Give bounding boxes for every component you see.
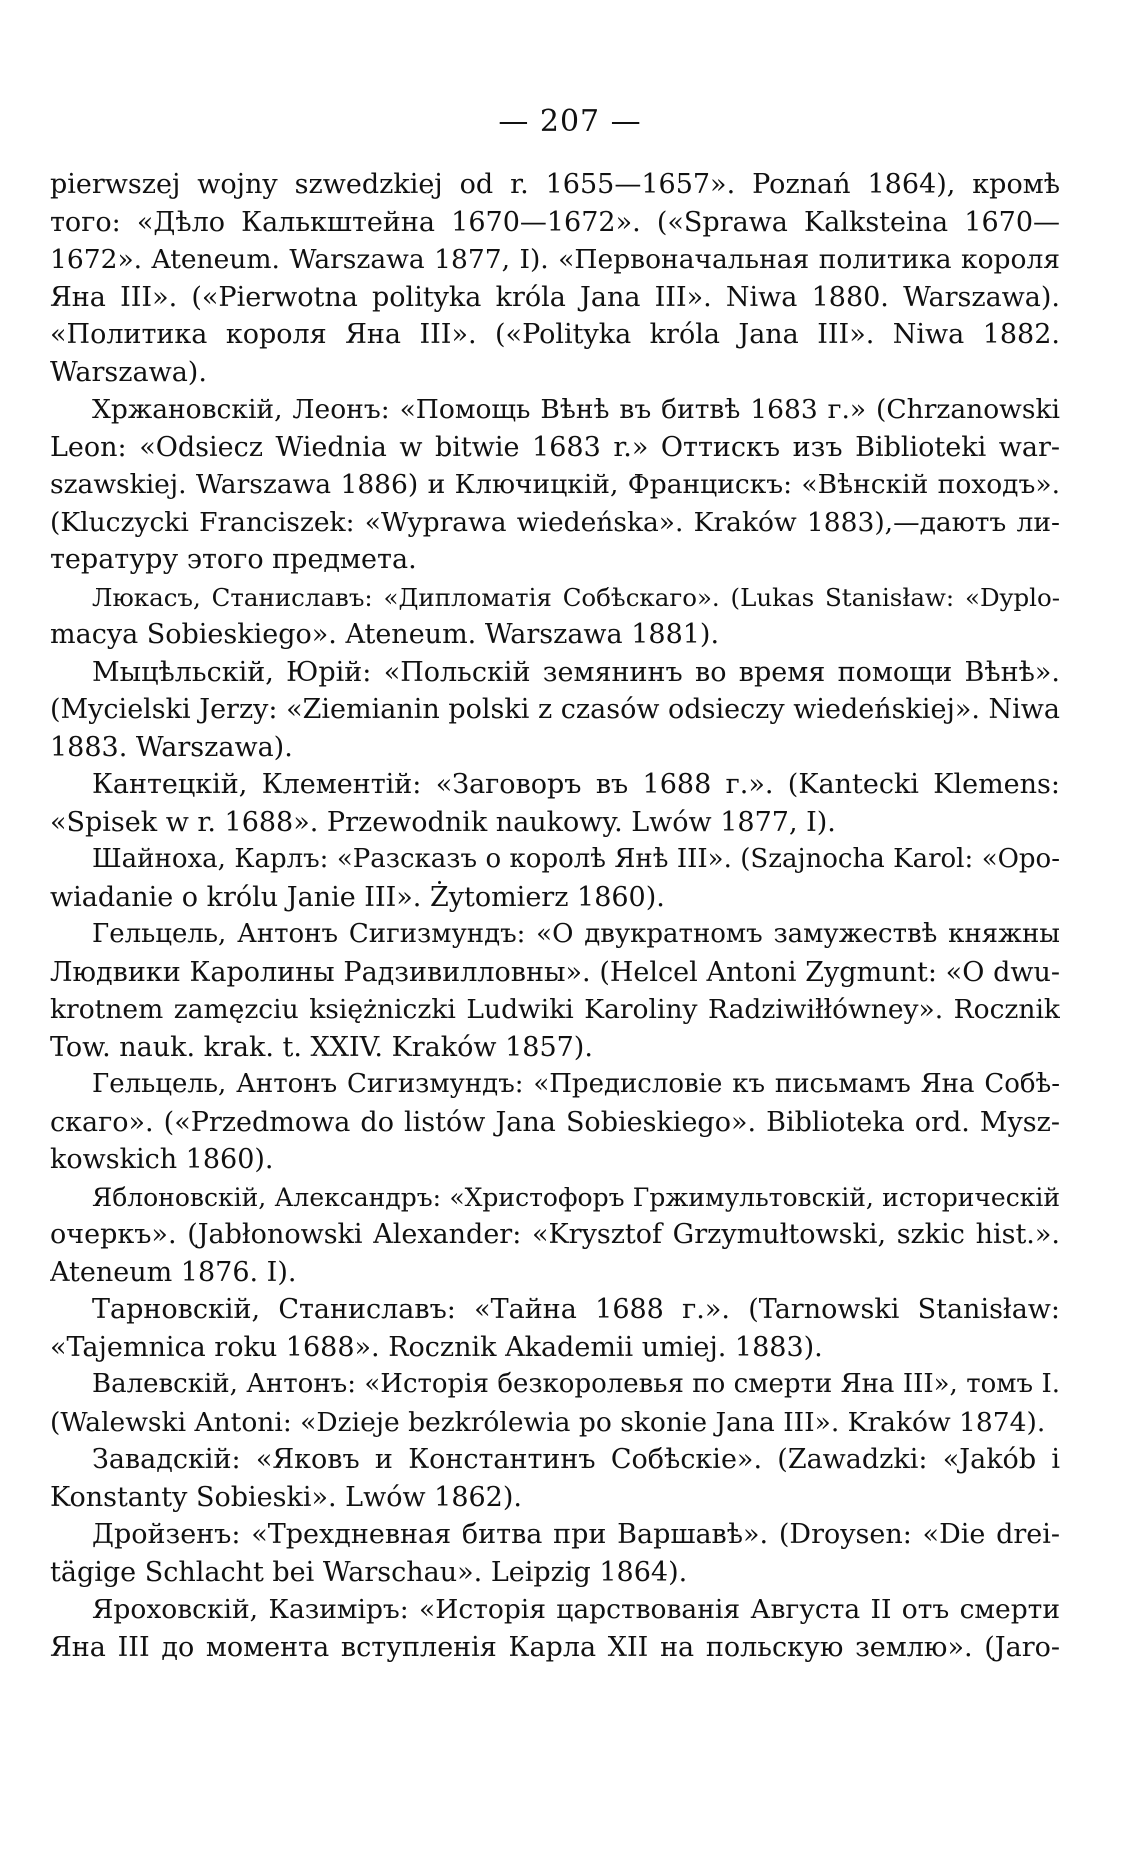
text-line: Шайноха, Карлъ: «Разсказъ о королѣ Янѣ III». (Szajnocha Karol: «Opo- xyxy=(92,844,1060,874)
text-line: wiadanie o królu Janie III». Żytomierz 1860). xyxy=(50,881,665,913)
text-line: pierwszej wojny szwedzkiej od r. 1655—1657». Poznań 1864), кромѣ xyxy=(50,169,1060,200)
text-line: «Tajemnica roku 1688». Rocznik Akademii umiej. 1883). xyxy=(50,1331,823,1363)
bibliography-text xyxy=(50,166,1060,1666)
text-line: Konstanty Sobieski». Lwów 1862). xyxy=(50,1481,522,1513)
text-line: Валевскій, Антонъ: «Исторія безкоролевья по смерти Яна III», томъ I. xyxy=(92,1369,1060,1399)
text-line: krotnem zamęzciu księżniczki Ludwiki Karoliny Radziwiłłówney». Rocznik xyxy=(50,994,1060,1025)
text-line: Дройзенъ: «Трехдневная битва при Варшавѣ». (Droysen: «Die drei- xyxy=(92,1519,1060,1550)
text-line: Мыцѣльскій, Юрій: «Польскій земянинъ во время помощи Вѣнѣ». xyxy=(92,656,1060,688)
text-line: tägige Schlacht bei Warschau». Leipzig 1864). xyxy=(50,1556,688,1588)
text-line: «Политика короля Яна III». («Polityka króla Jana III». Niwa 1882. xyxy=(50,319,1060,350)
text-line: macya Sobieskiego». Ateneum. Warszawa 1881). xyxy=(50,619,720,650)
text-line: Гельцель, Антонъ Сигизмундъ: «О двукратномъ замужествѣ княжны xyxy=(92,919,1060,949)
text-line: Tow. nauk. krak. t. XXIV. Kraków 1857). xyxy=(50,1031,593,1063)
text-line: Ateneum 1876. I). xyxy=(50,1256,297,1288)
text-line: szawskiej. Warszawa 1886) и Ключицкій, Францискъ: «Вѣнскій походъ». xyxy=(50,469,1060,500)
text-line: Кантецкій, Клементій: «Заговоръ въ 1688 г.». (Kantecki Klemens: xyxy=(92,769,1060,800)
text-line: Яна III до момента вступленія Карла XII на польскую землю». (Jaro- xyxy=(50,1631,1060,1663)
text-line: тературу этого предмета. xyxy=(50,544,417,575)
page-number: — 207 — xyxy=(498,104,642,139)
text-line: очеркъ». (Jabłonowski Alexander: «Krysztof Grzymułtowski, szkic hist.». xyxy=(50,1219,1060,1250)
text-line: Leon: «Odsiecz Wiednia w bitwie 1683 r.» Оттискъ изъ Biblioteki war- xyxy=(50,431,1060,463)
text-line: «Spisek w r. 1688». Przewodnik naukowy. Lwów 1877, I). xyxy=(50,806,836,838)
text-line: Люкасъ, Станиславъ: «Дипломатія Собѣскаго». (Lukas Stanisław: «Dyplo- xyxy=(92,582,1060,612)
text-line: того: «Дѣло Калькштейна 1670—1672». («Sprawa Kalksteina 1670— xyxy=(50,206,1060,238)
text-line: Хржановскій, Леонъ: «Помощь Вѣнѣ въ битвѣ 1683 г.» (Chrzanowski xyxy=(92,394,1060,425)
text-line: Warszawa). xyxy=(50,356,207,388)
text-line: Яблоновскій, Александръ: «Христофоръ Гржимультовскій, историческій xyxy=(92,1182,1060,1212)
text-line: 1672». Ateneum. Warszawa 1877, I). «Первоначальная политика короля xyxy=(50,244,1060,275)
text-line: (Walewski Antoni: «Dzieje bezkrólewia po skonie Jana III». Kraków 1874). xyxy=(50,1406,1046,1438)
text-line: Гельцель, Антонъ Сигизмундъ: «Предисловіе къ письмамъ Яна Собѣ- xyxy=(92,1069,1060,1099)
text-line: (Kluczycki Franciszek: «Wyprawa wiedeńska». Kraków 1883),—даютъ ли- xyxy=(50,506,1060,538)
text-line: Завадскій: «Яковъ и Константинъ Собѣскіе». (Zawadzki: «Jakób i xyxy=(92,1444,1060,1475)
text-line: Яроховскій, Казиміръ: «Исторія царствованія Августа II отъ смерти xyxy=(92,1594,1060,1625)
text-line: Тарновскій, Станиславъ: «Тайна 1688 г.». (Tarnowski Stanisław: xyxy=(92,1294,1060,1325)
text-line: (Mycielski Jerzy: «Ziemianin polski z czasów odsieczy wiedeńskiej». Niwa xyxy=(50,694,1060,725)
text-line: Людвики Каролины Радзивилловны». (Helcel Antoni Zygmunt: «O dwu- xyxy=(50,956,1060,988)
text-line: скаго». («Przedmowa do listów Jana Sobieskiego». Biblioteka ord. Mysz- xyxy=(50,1106,1060,1138)
text-line: 1883. Warszawa). xyxy=(50,731,293,763)
text-line: Яна III». («Pierwotna polityka króla Jana III». Niwa 1880. Warszawa). xyxy=(50,281,1060,313)
text-line: kowskich 1860). xyxy=(50,1144,274,1175)
